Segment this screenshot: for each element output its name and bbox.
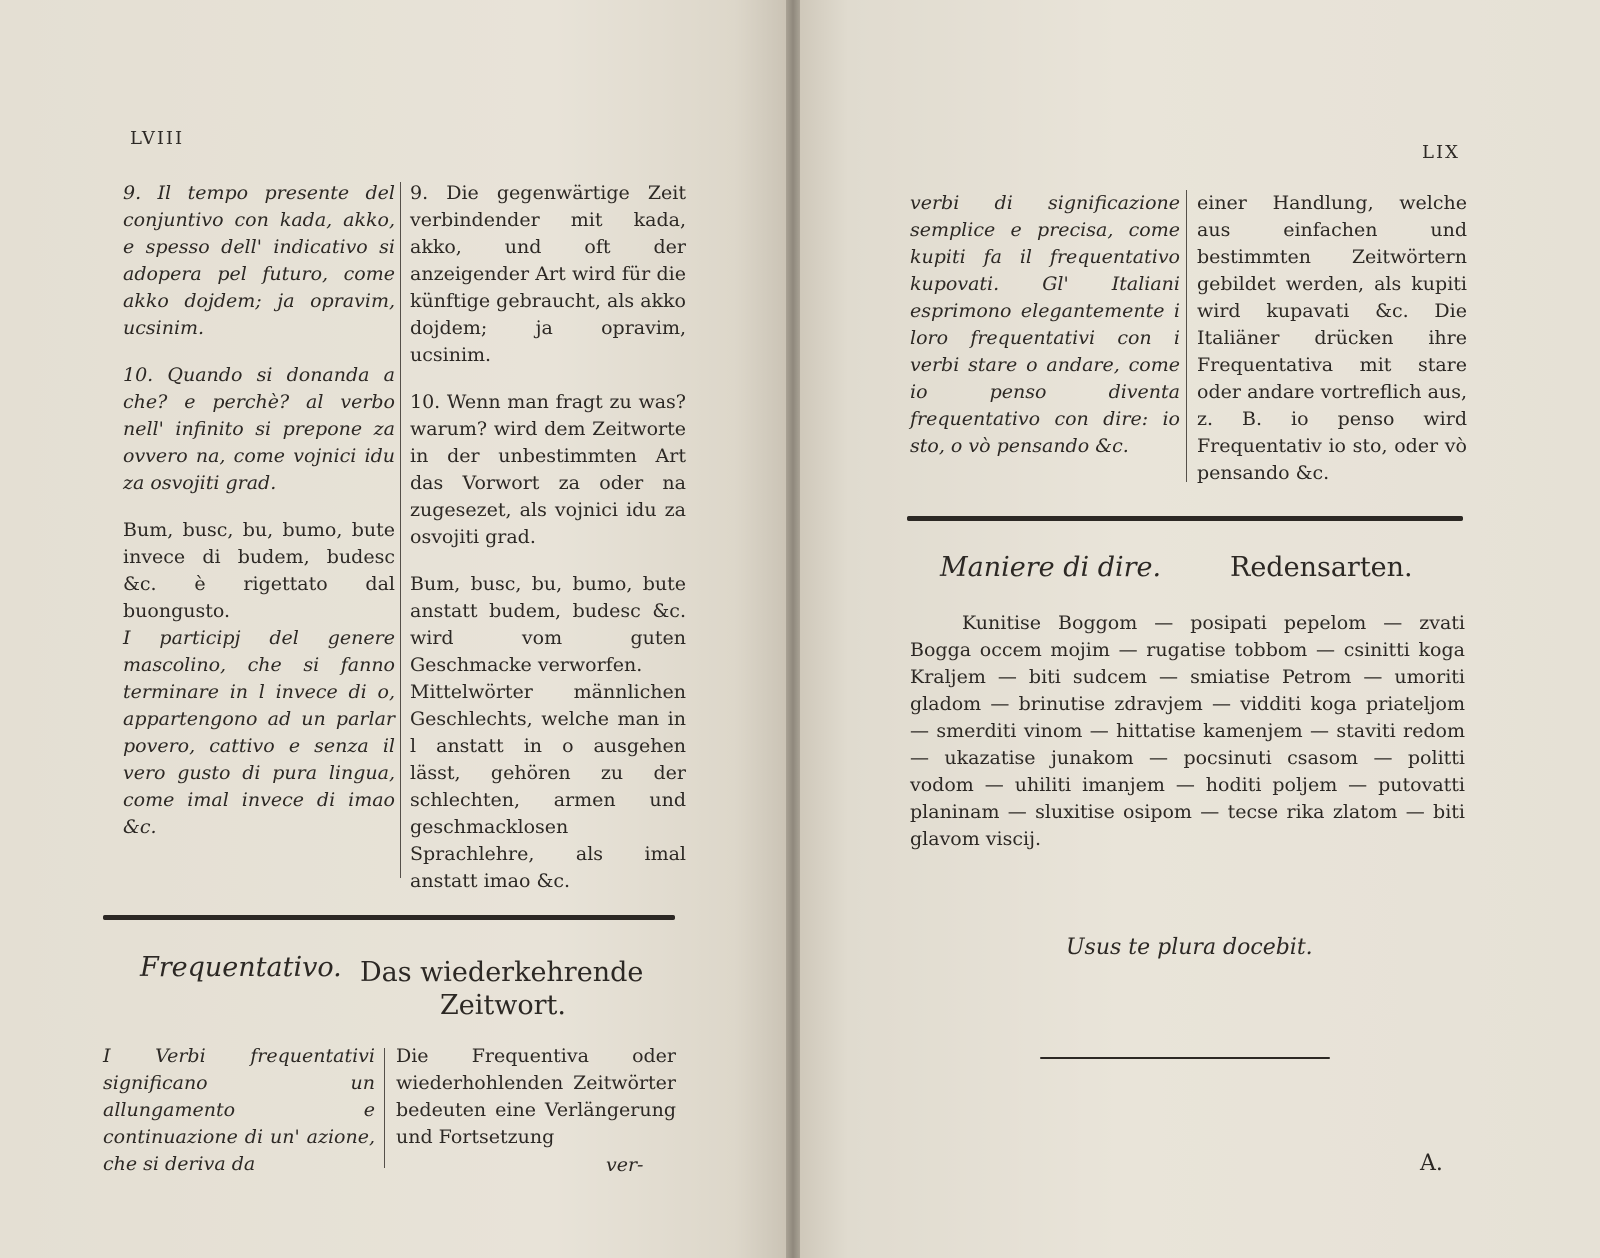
paragraph-continuation-italian: verbi di significazione semplice e precisa, come kupiti fa il frequentativo kupovati. Gl' Italiani esprimono elegantemente i loro frequentativi con i verbi stare o andare, come io penso diventa frequentativo con dire: io sto, o vò pensando &c. [910,192,1180,457]
page-number-right: LIX [1422,142,1460,163]
heading-zeitwort: Zeitwort. [440,990,566,1021]
frequentativo-italian-column [103,1043,375,1178]
heading-redensarten: Redensarten. [1230,552,1413,583]
section-rule-right [907,516,1463,521]
left-page [0,0,790,1258]
right-page [800,0,1600,1258]
paragraph-9-italian: 9. Il tempo presente del conjuntivo con kada, akko, e spesso dell' indicativo si adopera pel futuro, come akko dojdem; ja opravim, ucsinim. [123,182,395,339]
column-divider [400,182,401,878]
paragraph-10-italian: 10. Quando si donanda a che? e perchè? al verbo nell' infinito si prepone za ovvero na, come vojnici idu za osvojiti grad. [123,364,395,494]
paragraph-bum-italian: Bum, busc, bu, bumo, bute invece di budem, budesc &c. è rigettato dal buongusto. [123,519,395,622]
frequentativo-german-column [396,1043,676,1151]
paragraph-9-german: 9. Die gegenwärtige Zeit verbindender mit kada, akko, und oft der anzeigender Art wird für die künftige gebraucht, als akko dojdem; ja opravim, ucsinim. [410,182,686,366]
paragraph-participles-italian: I participj del genere mascolino, che si fanno terminare in l invece di o, appartengono ad un parlar povero, cattivo e senza il vero gusto di pura lingua, come imal invece di imao &c. [123,627,395,838]
left-page-italian-column [123,180,395,841]
heading-wiederkehrende: Das wiederkehrende [360,957,644,988]
paragraph-10-german: 10. Wenn man fragt zu was? warum? wird dem Zeitworte in der unbestimmten Art das Vorwort za oder na zugesezet, als vojnici idu za osvojiti grad. [410,391,686,548]
paragraph-frequentativo-italian: I Verbi frequentativi significano un allungamento e continuazione di un' azione, che si deriva da [103,1045,375,1175]
motto: Usus te plura docebit. [1066,935,1313,960]
closing-rule [1040,1057,1330,1059]
book-gutter [786,0,800,1258]
paragraph-continuation-german: einer Handlung, welche aus einfachen und bestimmten Zeitwörtern gebildet werden, als kupiti wird kupavati &c. Die Italiäner drücken ihre Frequentativa mit stare oder andare vortreflich aus, z. B. io penso wird Frequentativ io sto, oder vò pensando &c. [1197,192,1467,484]
paragraph-frequentativo-german: Die Frequentiva oder wiederhohlenden Zeitwörter bedeuten eine Verlängerung und Fortsetzung [396,1045,676,1148]
section-rule [103,915,675,920]
heading-frequentativo: Frequentativo. [140,952,342,983]
left-page-german-column [410,180,686,895]
column-divider-lower [384,1048,385,1168]
signature-mark: A. [1420,1151,1443,1176]
column-divider-right [1186,190,1187,482]
phrases-list: Kunitise Boggom — posipati pepelom — zvati Bogga occem mojim — rugatise tobbom — csinitti koga Kraljem — biti sudcem — smiatise Petrom — umoriti gladom — brinutise zdravjem — vidditi koga priateljom — smerditi vinom — hittatise kamenjem — staviti redom — ukazatise junakom — pocsinuti csasom — politti vodom — uhiliti imanjem — hoditi poljem — putovatti planinam — sluxitise osipom — tecse rika zlatom — biti glavom viscij. [910,612,1465,850]
catchword: ver- [606,1154,644,1176]
page-number-left: LVIII [130,128,185,149]
paragraph-bum-german: Bum, busc, bu, bumo, bute anstatt budem, budesc &c. wird vom guten Geschmacke verworfen. [410,573,686,676]
paragraph-participles-german: Mittelwörter männlichen Geschlechts, welche man in l anstatt in o ausgehen lässt, gehören zu der schlechten, armen und geschmacklosen Sprachlehre, als imal anstatt imao &c. [410,681,686,892]
heading-maniere-di-dire: Maniere di dire. [940,552,1162,583]
right-page-italian-column [910,190,1180,460]
right-page-german-column [1197,190,1467,487]
